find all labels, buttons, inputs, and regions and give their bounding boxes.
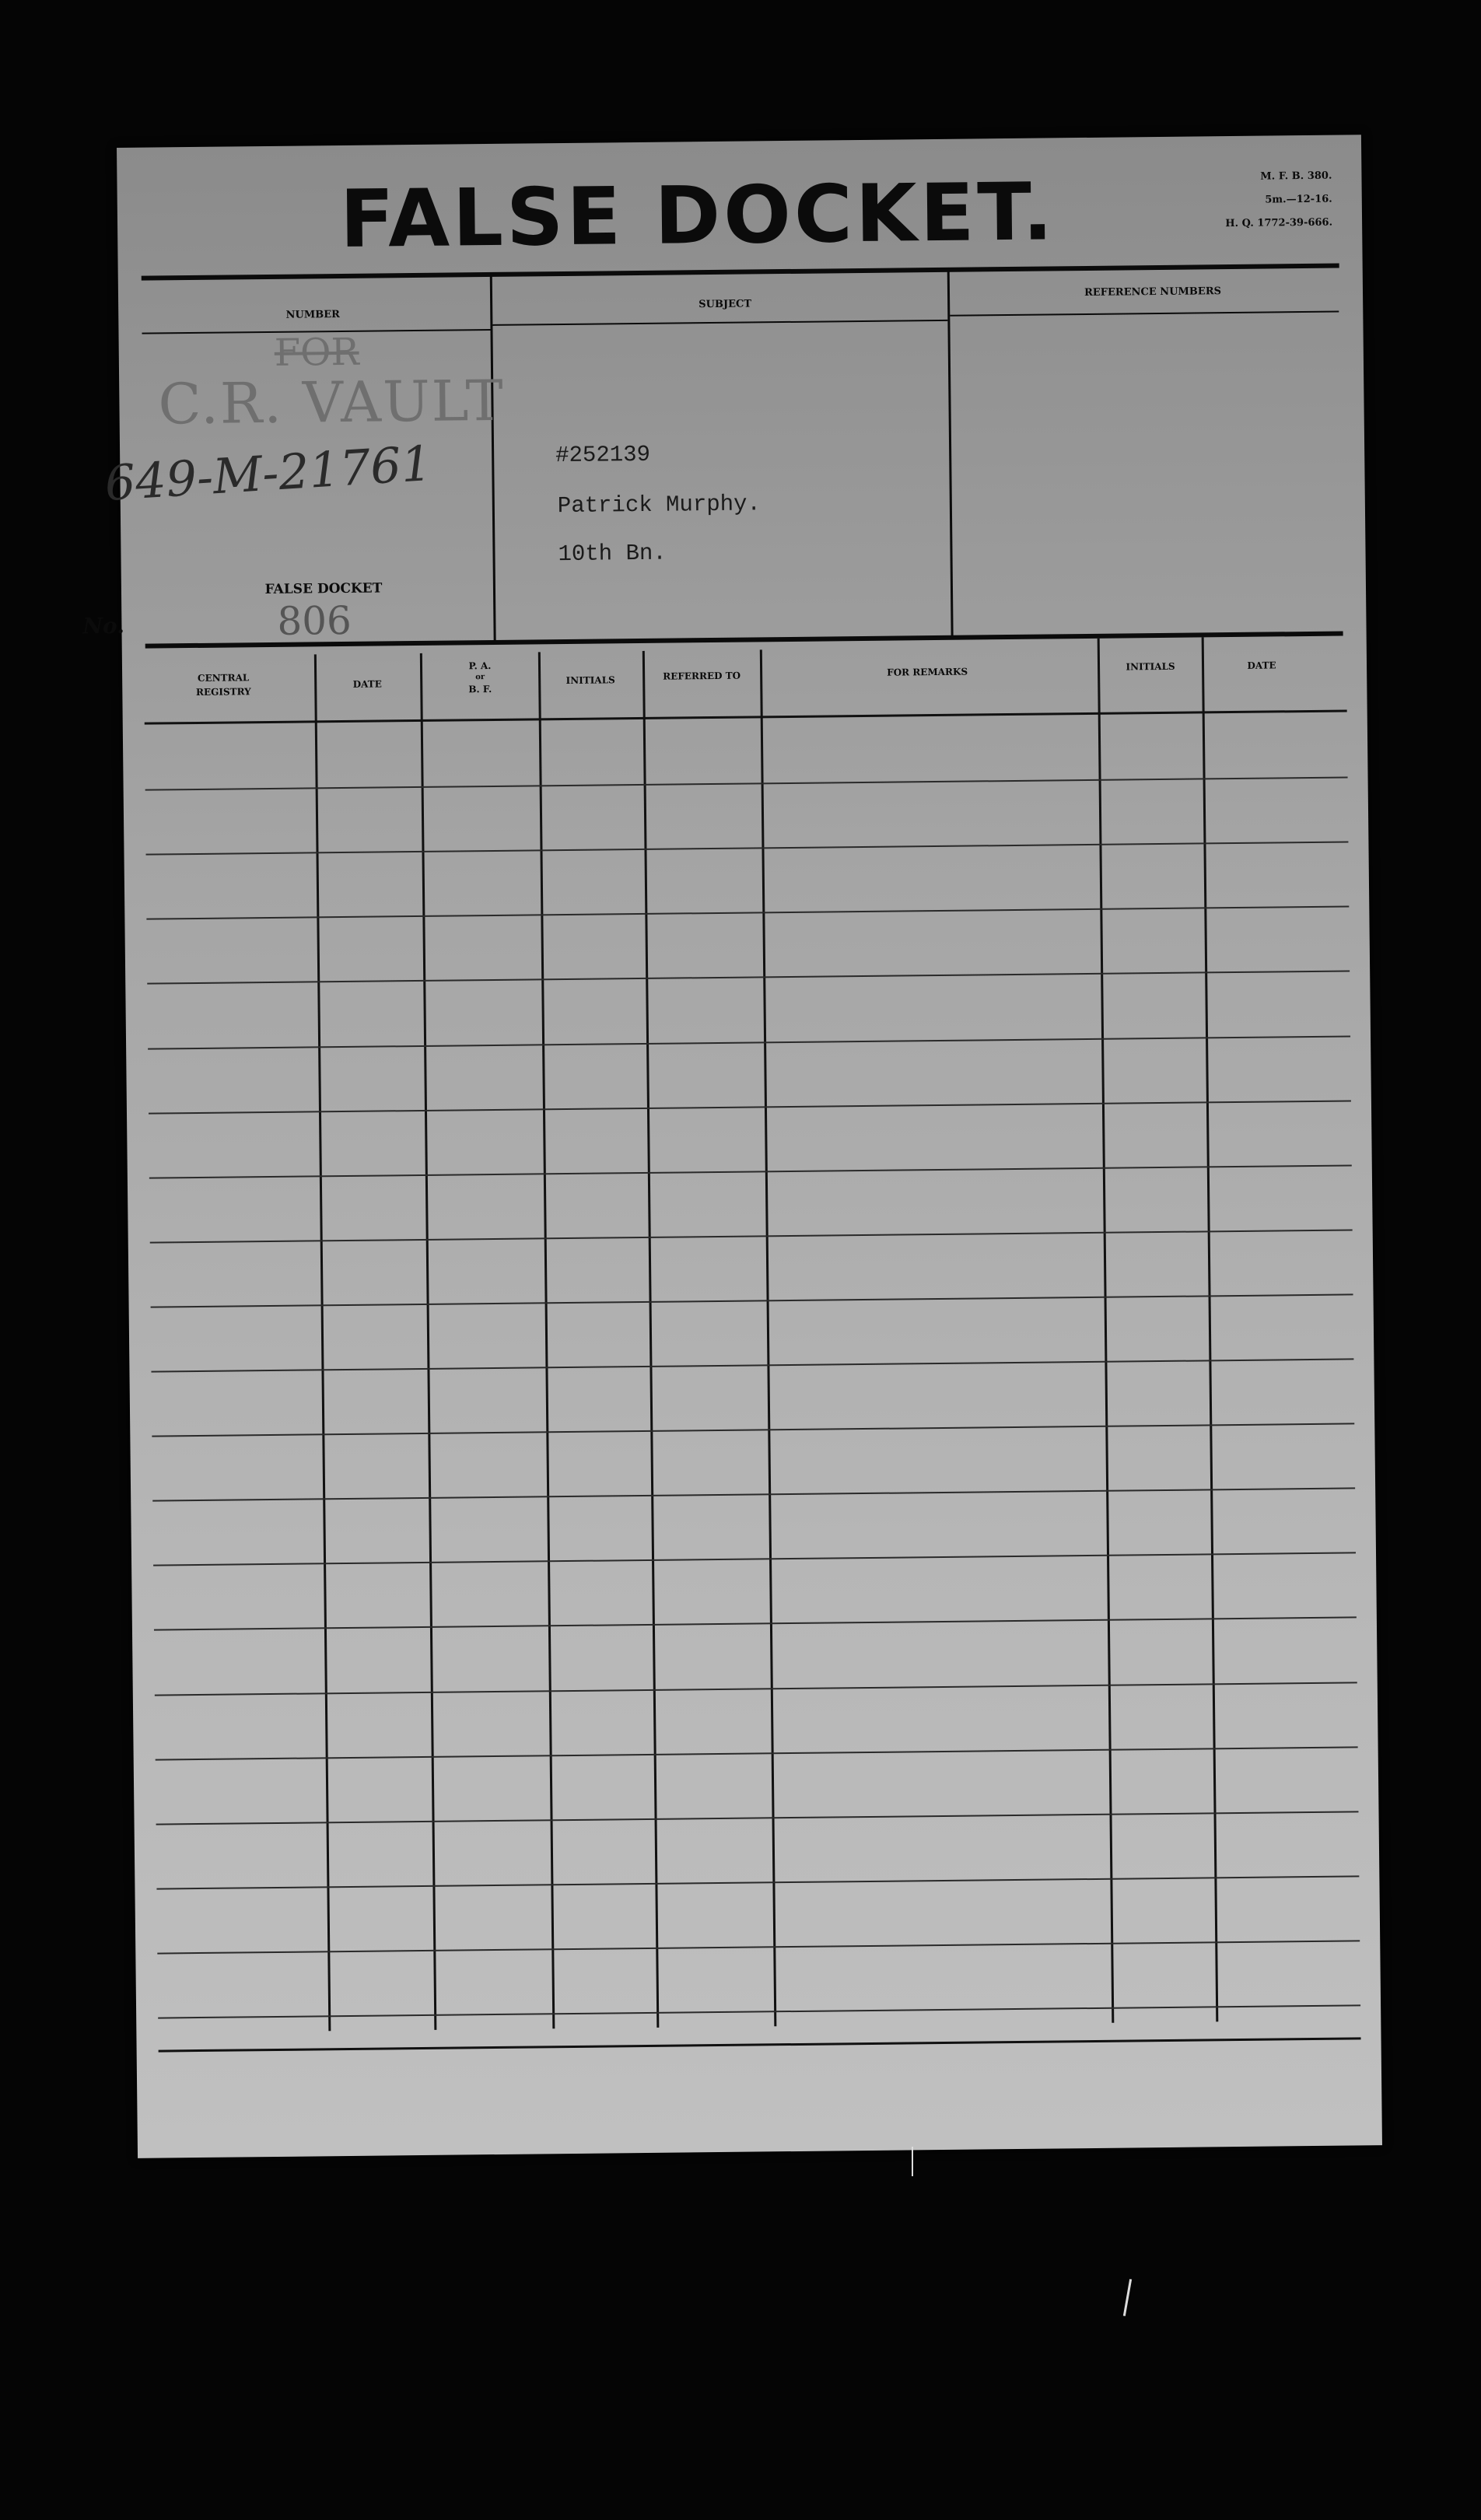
no-label: No. bbox=[82, 612, 125, 639]
table-row-rule bbox=[150, 1229, 1353, 1243]
table-row-rule bbox=[157, 1940, 1360, 1954]
film-scratch bbox=[912, 2147, 913, 2176]
column-header-text: REGISTRY bbox=[195, 686, 251, 698]
table-row-rule bbox=[147, 970, 1350, 984]
column-header-pa-or-bf bbox=[422, 658, 538, 697]
film-scratch bbox=[1123, 2279, 1132, 2316]
table-row-rule bbox=[145, 776, 1348, 790]
subject-name: Patrick Murphy. bbox=[557, 491, 762, 520]
header-divider bbox=[947, 271, 954, 637]
stamp-for: FOR bbox=[274, 330, 359, 375]
table-row-rule bbox=[156, 1811, 1359, 1825]
table-row-rule bbox=[151, 1358, 1353, 1372]
column-header-for-remarks: FOR REMARKS bbox=[887, 666, 968, 678]
docket-number: 806 bbox=[277, 597, 352, 644]
form-code-line: 5m.—12-16. bbox=[1265, 193, 1332, 206]
header-label-rule bbox=[492, 320, 947, 326]
form-code-line: H. Q. 1772-39-666. bbox=[1225, 216, 1333, 230]
table-row-rule bbox=[156, 1746, 1358, 1760]
subject-regimental-number: #252139 bbox=[555, 441, 651, 469]
form-title: FALSE DOCKET. bbox=[339, 166, 1056, 266]
column-header-text: B. F. bbox=[468, 683, 492, 695]
false-docket-label: FALSE DOCKET bbox=[264, 580, 383, 598]
column-header-central-registry bbox=[153, 670, 293, 700]
table-row-rule bbox=[149, 1100, 1351, 1114]
column-divider bbox=[420, 653, 437, 2030]
table-row-rule bbox=[152, 1487, 1355, 1501]
docket-sheet bbox=[82, 135, 1382, 2158]
column-header-text: P. A. bbox=[468, 660, 492, 672]
column-divider bbox=[760, 649, 777, 2026]
table-row-rule bbox=[148, 1035, 1350, 1049]
column-header-date: DATE bbox=[352, 678, 382, 690]
column-header-initials-2: INITIALS bbox=[1126, 660, 1175, 673]
column-header-text: or bbox=[475, 673, 485, 682]
table-header-rule bbox=[145, 709, 1347, 724]
column-header-initials: INITIALS bbox=[565, 674, 615, 686]
column-divider bbox=[314, 654, 331, 2031]
table-row-rule bbox=[155, 1682, 1357, 1696]
number-label: NUMBER bbox=[285, 309, 340, 321]
form-code bbox=[1161, 165, 1332, 236]
header-top-rule bbox=[142, 264, 1339, 281]
table-row-rule bbox=[146, 905, 1349, 919]
header-divider bbox=[490, 276, 496, 642]
table-row-rule bbox=[153, 1552, 1356, 1566]
table-row-rule bbox=[156, 1875, 1359, 1889]
header-label-rule bbox=[950, 311, 1339, 317]
table-row-rule bbox=[152, 1423, 1354, 1437]
table-row-rule bbox=[151, 1293, 1353, 1307]
column-divider bbox=[642, 651, 660, 2028]
table-row-rule bbox=[158, 2004, 1360, 2018]
table-row-rule bbox=[154, 1616, 1357, 1630]
table-row-rule bbox=[146, 841, 1349, 855]
subject-unit: 10th Bn. bbox=[558, 540, 667, 568]
table-row-rule bbox=[149, 1164, 1352, 1178]
form-code-line: M. F. B. 380. bbox=[1260, 170, 1332, 183]
column-header-text: CENTRAL bbox=[197, 672, 250, 684]
column-header-date-2: DATE bbox=[1247, 660, 1276, 671]
column-header-referred-to: REFERRED TO bbox=[663, 670, 741, 682]
reference-numbers-label: REFERENCE NUMBERS bbox=[1084, 285, 1222, 299]
subject-label: SUBJECT bbox=[698, 298, 752, 311]
stamp-cr-vault: C.R. VAULT bbox=[158, 367, 506, 437]
docket-table bbox=[122, 635, 1381, 2064]
handwritten-file-number: 649-M-21761 bbox=[103, 434, 434, 513]
table-bottom-rule bbox=[159, 2037, 1361, 2052]
column-divider bbox=[538, 652, 555, 2028]
